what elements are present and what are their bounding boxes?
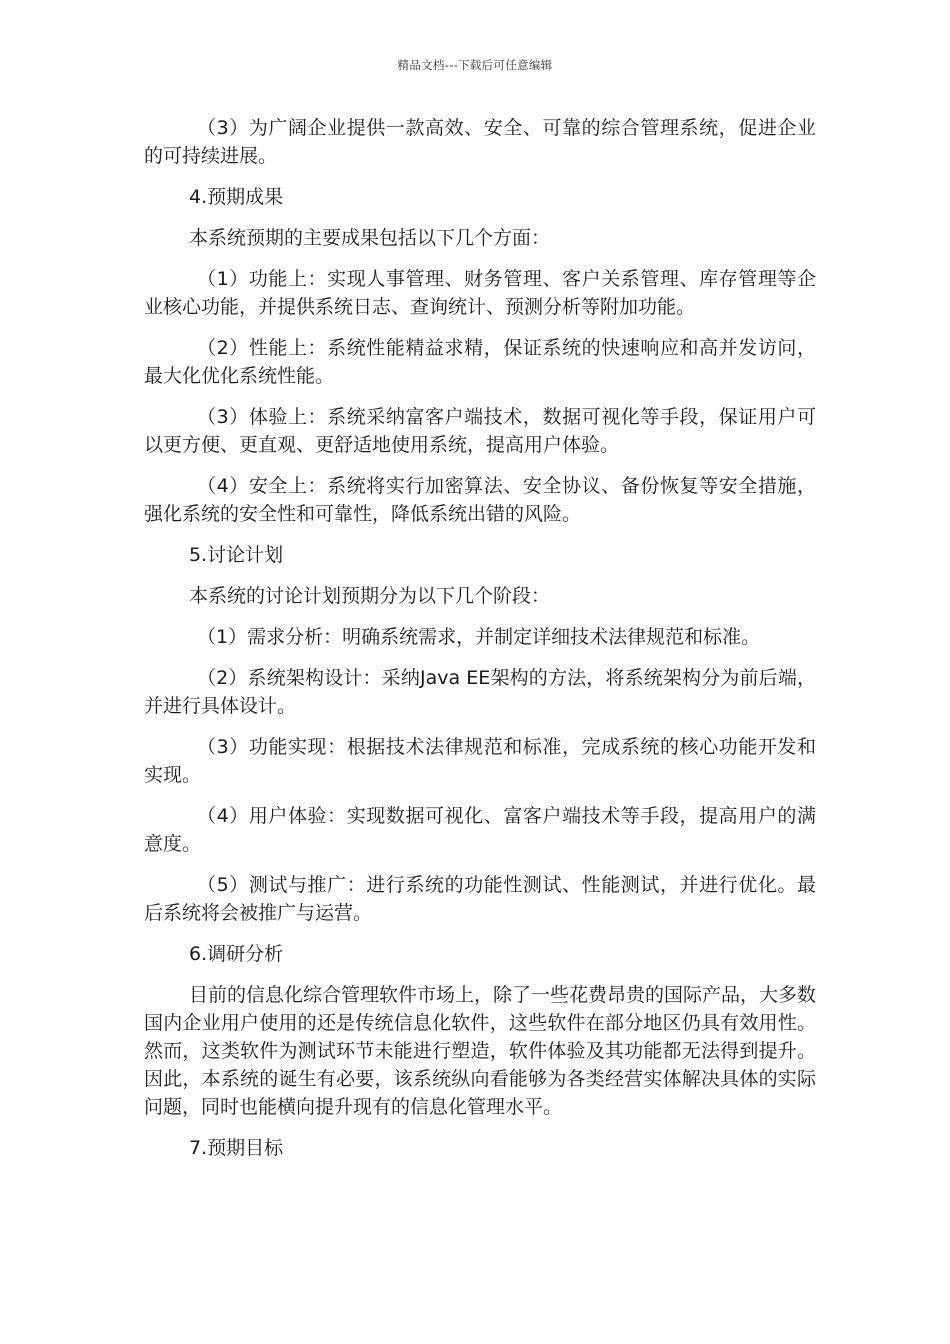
- paragraph-results-intro: 本系统预期的主要成果包括以下几个方面：: [189, 227, 551, 249]
- paragraph-result-security: （4）安全上：系统将实行加密算法、安全协议、备份恢复等安全措施，强化系统的安全性和可靠性，降低系统出错的风险。: [144, 475, 816, 525]
- paragraph-result-experience: （3）体验上：系统采纳富客户端技术，数据可视化等手段，保证用户可以更方便、更直观、更舒适地使用系统，提高用户体验。: [144, 406, 816, 456]
- document-body: [144, 114, 816, 1175]
- paragraph-result-function: （1）功能上：实现人事管理、财务管理、客户关系管理、库存管理等企业核心功能，并提供系统日志、查询统计、预测分析等附加功能。: [144, 268, 816, 318]
- paragraph-result-performance: （2）性能上：系统性能精益求精，保证系统的快速响应和高并发访问，最大化优化系统性能。: [144, 337, 816, 387]
- paragraph-plan-implementation: （3）功能实现：根据技术法律规范和标准，完成系统的核心功能开发和实现。: [144, 736, 816, 786]
- section-heading-research-analysis: 6.调研分析: [189, 943, 284, 965]
- page-header: 精品文档---下载后可任意编辑: [397, 58, 553, 72]
- paragraph-plan-user-experience: （4）用户体验：实现数据可视化、富客户端技术等手段，提高用户的满意度。: [144, 805, 816, 855]
- paragraph-goal-3: （3）为广阔企业提供一款高效、安全、可靠的综合管理系统，促进企业的可持续进展。: [144, 117, 816, 167]
- paragraph-plan-intro: 本系统的讨论计划预期分为以下几个阶段：: [189, 585, 551, 607]
- paragraph-plan-testing: （5）测试与推广：进行系统的功能性测试、性能测试，并进行优化。最后系统将会被推广与运营。: [144, 874, 816, 924]
- paragraph-market-analysis: 目前的信息化综合管理软件市场上，除了一些花费昂贵的国际产品，大多数国内企业用户使用的还是传统信息化软件，这些软件在部分地区仍具有效用性。然而，这类软件为测试环节未能进行塑造，软件体验及其功能都无法得到提升。因此，本系统的诞生有必要，该系统纵向看能够为各类经营实体解决具体的实际问题，同时也能横向提升现有的信息化管理水平。: [144, 984, 817, 1118]
- section-heading-research-plan: 5.讨论计划: [189, 544, 284, 566]
- section-heading-expected-results: 4.预期成果: [189, 186, 284, 208]
- paragraph-plan-architecture: （2）系统架构设计：采纳Java EE架构的方法，将系统架构分为前后端，并进行具体设计。: [144, 667, 816, 717]
- section-heading-expected-goals: 7.预期目标: [189, 1137, 284, 1159]
- paragraph-plan-requirements: （1）需求分析：明确系统需求，并制定详细技术法律规范和标准。: [197, 626, 761, 648]
